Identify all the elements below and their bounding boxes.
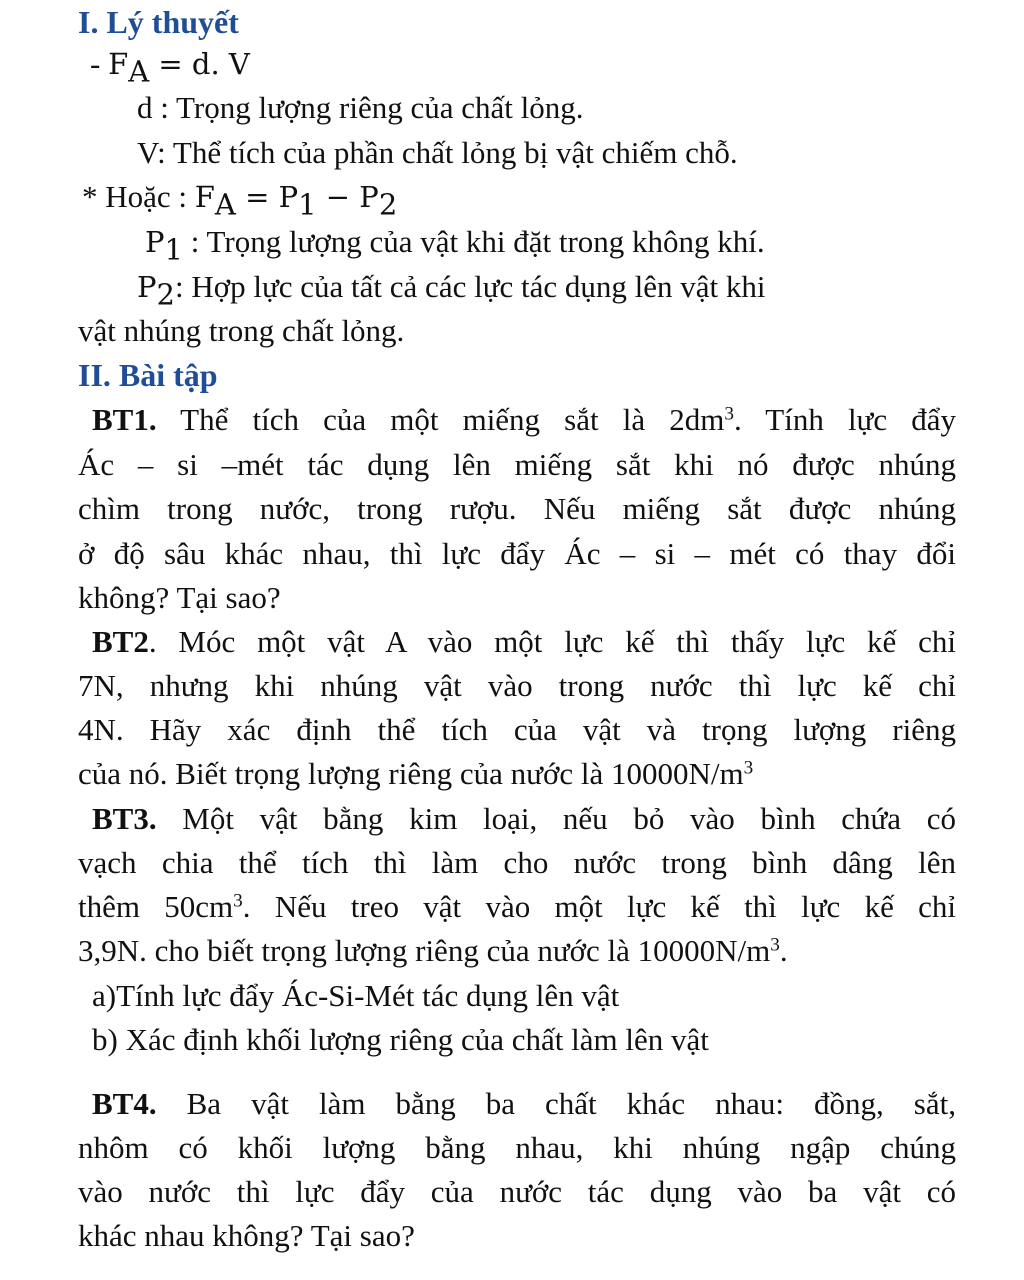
bt3-line-2: vạch chia thể tích thì làm cho nước trong bình dâng lên (78, 845, 956, 880)
p2-definition-cont: vật nhúng trong chất lỏng. (78, 313, 405, 348)
bt2-label: BT2 (92, 624, 149, 659)
bt3-label: BT3. (92, 801, 157, 836)
bt2-line-2: 7N, nhưng khi nhúng vật vào trong nước thì lực kế chỉ (78, 668, 956, 703)
bt2-line-1: BT2. Móc một vật A vào một lực kế thì thấy lực kế chỉ (92, 624, 956, 659)
exercises-heading: II. Bài tập (78, 357, 218, 393)
v-definition: V: Thể tích của phần chất lỏng bị vật chiếm chỗ. (137, 135, 738, 170)
bt4-line-2: nhôm có khối lượng bằng nhau, khi nhúng ngập chúng (78, 1130, 956, 1165)
theory-heading: I. Lý thuyết (78, 4, 239, 40)
bt1-line-3: chìm trong nước, trong rượu. Nếu miếng sắt được nhúng (78, 491, 956, 526)
bt4-label: BT4. (92, 1086, 157, 1121)
formula-buoyancy: - $F_A = d$. V (90, 46, 250, 89)
bt3-line-1: BT3. Một vật bằng kim loại, nếu bỏ vào bình chứa có (92, 801, 956, 836)
bt3-line-4: 3,9N. cho biết trọng lượng riêng của nước là $10000N/m^3$. (78, 933, 788, 968)
bt1-label: BT1. (92, 402, 157, 437)
bt4-line-3: vào nước thì lực đẩy của nước tác dụng vào ba vật có (78, 1174, 956, 1209)
bt3-line-3: thêm $50cm^3$. Nếu treo vật vào một lực kế thì lực kế chỉ (78, 889, 957, 924)
bt3-question-b: b) Xác định khối lượng riêng của chất làm lên vật (92, 1022, 709, 1057)
p2-definition: $P_2$: Hợp lực của tất cả các lực tác dụng lên vật khi (137, 269, 766, 312)
bt1-line-2: Ác – si –mét tác dụng lên miếng sắt khi nó được nhúng (78, 447, 956, 482)
bt3-question-a: a)Tính lực đẩy Ác-Si-Mét tác dụng lên vật (92, 978, 620, 1013)
bt1-line-1: BT1. Thể tích của một miếng sắt là $2dm^3$. Tính lực đẩy (92, 402, 957, 437)
bt2-line-3: 4N. Hãy xác định thể tích của vật và trọng lượng riêng (78, 712, 956, 747)
bt4-line-4: khác nhau không? Tại sao? (78, 1218, 415, 1253)
bt4-line-1: BT4. Ba vật làm bằng ba chất khác nhau: đồng, sắt, (92, 1086, 956, 1121)
bt1-line-5: không? Tại sao? (78, 580, 281, 615)
bt1-line-4: ở độ sâu khác nhau, thì lực đẩy Ác – si – mét có thay đổi (78, 536, 956, 571)
p1-definition: $P_1$ : Trọng lượng của vật khi đặt trong không khí. (145, 224, 765, 267)
d-definition: d : Trọng lượng riêng của chất lỏng. (137, 90, 584, 125)
formula-alternative: * Hoặc : $F_A = P_1 - P_2$ (82, 179, 398, 222)
bt2-line-4: của nó. Biết trọng lượng riêng của nước là $10000N/m^3$ (78, 756, 754, 791)
